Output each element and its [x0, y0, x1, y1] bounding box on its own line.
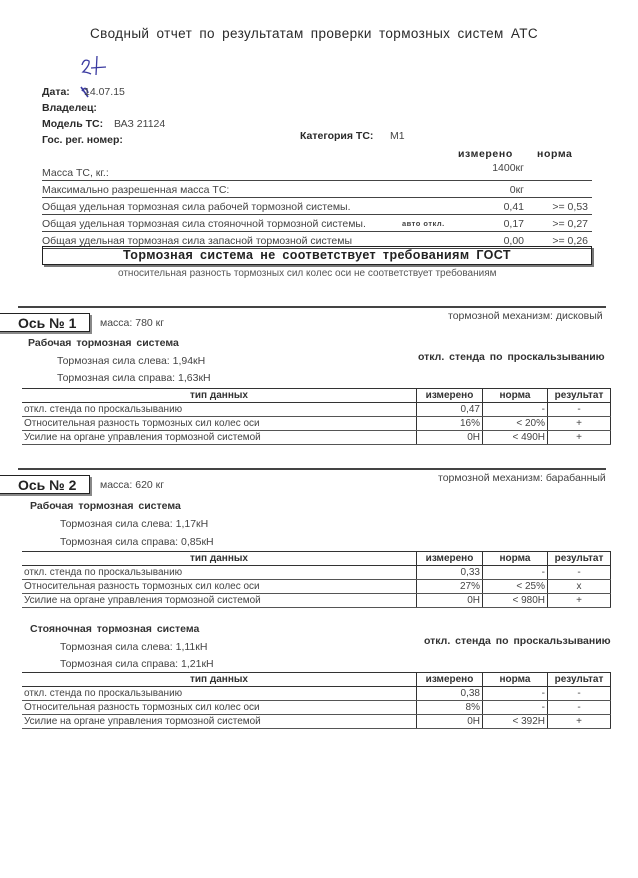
table-cell: 8% [417, 701, 483, 715]
axle-1-force-right: Тормозная сила справа: 1,63кН [57, 372, 211, 384]
date-value: 14.07.15 [84, 86, 125, 98]
table-cell: 27% [417, 580, 483, 594]
reg-number-label: Гос. рег. номер: [42, 134, 123, 146]
report-title: Сводный отчет по результатам проверки тормозных систем АТС [90, 26, 539, 41]
column-header: результат [548, 552, 611, 566]
table-cell: откл. стенда по проскальзыванию [22, 687, 417, 701]
table-row [22, 431, 611, 445]
axle-2-title: Ось № 2 [0, 475, 90, 494]
summary-cell: Максимально разрешенная масса ТС: [42, 184, 230, 196]
table-cell: + [548, 417, 611, 431]
summary-row [42, 197, 592, 215]
table-row [22, 701, 611, 715]
table-cell: - [548, 687, 611, 701]
column-header: норма [483, 552, 548, 566]
summary-cell: 0,17 [503, 218, 524, 230]
table-cell: < 490Н [483, 431, 548, 445]
table-cell: - [483, 403, 548, 417]
summary-cell: авто откл. [402, 219, 445, 228]
table-cell: 0,38 [417, 687, 483, 701]
axle-2-service-system-name: Рабочая тормозная система [30, 500, 181, 512]
column-header: тип данных [22, 389, 417, 403]
table-cell: 0,33 [417, 566, 483, 580]
table-cell: 0Н [417, 594, 483, 608]
summary-row [42, 214, 592, 232]
column-header: результат [548, 389, 611, 403]
table-cell: - [548, 566, 611, 580]
table-row [22, 687, 611, 701]
summary-cell: Масса ТС, кг.: [42, 167, 109, 179]
axle-2-parking-data-table [22, 672, 611, 729]
table-cell: 0,47 [417, 403, 483, 417]
summary-cell: 0,00 [503, 235, 524, 247]
axle-1-status: откл. стенда по проскальзыванию [418, 351, 605, 363]
table-row [22, 594, 611, 608]
table-row [22, 566, 611, 580]
table-cell: Усилие на органе управления тормозной системой [22, 715, 417, 729]
category-value: М1 [390, 130, 405, 142]
column-header: результат [548, 673, 611, 687]
axle-1-system-name: Рабочая тормозная система [28, 337, 179, 349]
table-row [22, 715, 611, 729]
summary-cell: >= 0,26 [552, 235, 588, 247]
model-value: ВАЗ 21124 [114, 118, 166, 130]
summary-row [42, 163, 592, 181]
table-cell: - [548, 701, 611, 715]
axle-2-parking-system-name: Стояночная тормозная система [30, 623, 200, 635]
summary-row [42, 180, 592, 198]
table-cell: - [483, 687, 548, 701]
column-header: норма [483, 389, 548, 403]
model-label: Модель ТС: [42, 118, 104, 130]
axle-2-parking-force-right: Тормозная сила справа: 1,21кН [60, 658, 214, 670]
table-cell: Относительная разность тормозных сил колес оси [22, 417, 417, 431]
table-cell: откл. стенда по проскальзыванию [22, 403, 417, 417]
table-cell: 0Н [417, 715, 483, 729]
table-cell: < 25% [483, 580, 548, 594]
table-cell: + [548, 594, 611, 608]
divider [18, 468, 606, 470]
axle-2-parking-status: откл. стенда по проскальзыванию [424, 635, 611, 647]
column-header: измерено [417, 673, 483, 687]
table-row [22, 403, 611, 417]
table-cell: Относительная разность тормозных сил колес оси [22, 701, 417, 715]
table-cell: < 20% [483, 417, 548, 431]
summary-cell: Общая удельная тормозная сила стояночной тормозной системы. [42, 218, 366, 230]
table-cell: откл. стенда по проскальзыванию [22, 566, 417, 580]
category-label: Категория ТС: [300, 130, 374, 142]
axle-2-parking-force-left: Тормозная сила слева: 1,11кН [60, 641, 208, 653]
column-header: норма [483, 673, 548, 687]
owner-label: Владелец: [42, 102, 97, 114]
column-header: измерено [417, 389, 483, 403]
table-cell: < 392Н [483, 715, 548, 729]
table-cell: - [483, 701, 548, 715]
table-cell: 0Н [417, 431, 483, 445]
verdict-note: относительная разность тормозных сил колес оси не соответствует требованиям [118, 268, 497, 279]
column-header: измерено [417, 552, 483, 566]
divider [18, 306, 606, 308]
summary-cell: Общая удельная тормозная сила запасной тормозной системы [42, 235, 353, 247]
axle-2-force-left: Тормозная сила слева: 1,17кН [60, 518, 209, 530]
table-cell: x [548, 580, 611, 594]
table-row [22, 580, 611, 594]
summary-cell: 1400кг [492, 162, 524, 174]
axle-1-title: Ось № 1 [0, 313, 90, 332]
summary-cell: >= 0,53 [552, 201, 588, 213]
axle-2-service-data-table [22, 551, 611, 608]
axle-1-data-table [22, 388, 611, 445]
table-cell: 16% [417, 417, 483, 431]
summary-col-measured: измерено [458, 148, 513, 160]
table-row [22, 417, 611, 431]
table-cell: Усилие на органе управления тормозной системой [22, 431, 417, 445]
date-label: Дата: [42, 86, 70, 98]
table-cell: - [548, 403, 611, 417]
summary-cell: 0,41 [503, 201, 524, 213]
summary-cell: 0кг [509, 184, 524, 196]
summary-cell: >= 0,27 [552, 218, 588, 230]
table-cell: + [548, 431, 611, 445]
summary-cell: Общая удельная тормозная сила рабочей тормозной системы. [42, 201, 351, 213]
axle-2-force-right: Тормозная сила справа: 0,85кН [60, 536, 214, 548]
table-cell: + [548, 715, 611, 729]
table-cell: Усилие на органе управления тормозной системой [22, 594, 417, 608]
table-cell: - [483, 566, 548, 580]
verdict-box: Тормозная система не соответствует требованиям ГОСТ [42, 246, 592, 265]
table-cell: < 980Н [483, 594, 548, 608]
axle-2-mass: масса: 620 кг [100, 479, 165, 491]
axle-1-mechanism: тормозной механизм: дисковый [448, 310, 603, 322]
axle-1-mass: масса: 780 кг [100, 317, 165, 329]
column-header: тип данных [22, 673, 417, 687]
axle-2-mechanism: тормозной механизм: барабанный [438, 472, 606, 484]
column-header: тип данных [22, 552, 417, 566]
table-cell: Относительная разность тормозных сил колес оси [22, 580, 417, 594]
axle-1-force-left: Тормозная сила слева: 1,94кН [57, 355, 206, 367]
summary-col-norm: норма [537, 148, 573, 160]
